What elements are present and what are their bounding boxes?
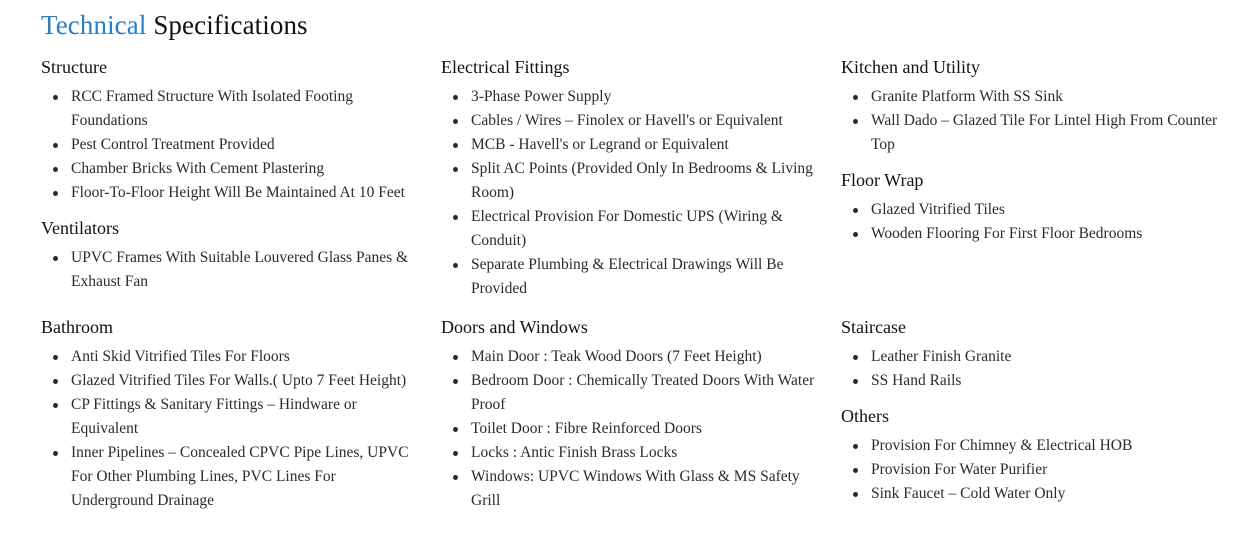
page-title-accent: Technical (41, 10, 147, 40)
list-item-text: Windows: UPVC Windows With Glass & MS Safety Grill (471, 468, 800, 509)
list-item (441, 369, 821, 417)
list-item (441, 441, 821, 465)
bullet-icon (453, 215, 458, 220)
list-item-text: Chamber Bricks With Cement Plastering (71, 160, 325, 177)
section-heading-doors-windows: Doors and Windows (441, 317, 588, 337)
list-item-text: Pest Control Treatment Provided (71, 136, 275, 153)
bullet-icon (53, 167, 58, 172)
bullet-icon (53, 355, 58, 360)
section-heading-ventilators: Ventilators (41, 218, 119, 238)
list-item-text: UPVC Frames With Suitable Louvered Glass Panes & Exhaust Fan (71, 249, 409, 290)
list-item (841, 458, 1221, 482)
list-item (441, 345, 821, 369)
section-heading-staircase: Staircase (841, 317, 906, 337)
section-structure (41, 54, 426, 205)
bullet-icon (453, 263, 458, 268)
list-item (41, 393, 421, 441)
bullet-icon (453, 143, 458, 148)
list-item (841, 434, 1221, 458)
bullet-icon (453, 95, 458, 100)
section-heading-floor-wrap: Floor Wrap (841, 170, 924, 190)
bullet-icon (853, 95, 858, 100)
column-right-bottom (841, 314, 1226, 516)
section-heading-structure: Structure (41, 57, 107, 77)
section-bathroom (41, 314, 426, 513)
list-item-text: Toilet Door : Fibre Reinforced Doors (471, 420, 702, 437)
column-left-top (41, 54, 426, 304)
list-item-text: Granite Platform With SS Sink (871, 88, 1063, 105)
page-title-rest: Specifications (153, 10, 308, 40)
list-item-text: Inner Pipelines – Concealed CPVC Pipe Lines, UPVC For Other Plumbing Lines, PVC Lines For Underground Drainage (71, 444, 409, 509)
section-heading-kitchen-utility: Kitchen and Utility (841, 57, 980, 77)
list-electrical-fittings (441, 85, 826, 301)
section-heading-bathroom: Bathroom (41, 317, 113, 337)
list-item (41, 181, 421, 205)
bullet-icon (453, 355, 458, 360)
list-structure (41, 85, 426, 205)
list-item-text: Separate Plumbing & Electrical Drawings Will Be Provided (471, 256, 784, 297)
list-item-text: Provision For Water Purifier (871, 461, 1048, 478)
list-bathroom (41, 345, 426, 513)
list-item (441, 157, 821, 205)
list-item (841, 345, 1221, 369)
list-item-text: Cables / Wires – Finolex or Havell's or Equivalent (471, 112, 783, 129)
list-item (41, 369, 421, 393)
list-ventilators (41, 246, 426, 294)
bullet-icon (453, 427, 458, 432)
list-item (41, 157, 421, 181)
list-floor-wrap (841, 198, 1226, 246)
list-item (41, 246, 421, 294)
list-item-text: Provision For Chimney & Electrical HOB (871, 437, 1133, 454)
bullet-icon (53, 379, 58, 384)
list-item-text: Locks : Antic Finish Brass Locks (471, 444, 678, 461)
bullet-icon (853, 355, 858, 360)
bullet-icon (53, 256, 58, 261)
list-item-text: Electrical Provision For Domestic UPS (Wiring & Conduit) (471, 208, 783, 249)
list-item (841, 222, 1221, 246)
bullet-icon (53, 143, 58, 148)
list-kitchen-utility (841, 85, 1226, 157)
bullet-icon (853, 444, 858, 449)
list-item (41, 133, 421, 157)
column-right-top (841, 54, 1226, 256)
bullet-icon (453, 475, 458, 480)
bullet-icon (53, 451, 58, 456)
section-others (841, 403, 1226, 506)
bullet-icon (853, 208, 858, 213)
list-item (441, 417, 821, 441)
bullet-icon (453, 379, 458, 384)
bullet-icon (853, 119, 858, 124)
list-item-text: Sink Faucet – Cold Water Only (871, 485, 1066, 502)
list-item (41, 345, 421, 369)
bullet-icon (53, 191, 58, 196)
section-floor-wrap (841, 167, 1226, 246)
list-item (441, 253, 821, 301)
section-ventilators (41, 215, 426, 294)
bullet-icon (853, 468, 858, 473)
list-item-text: Glazed Vitrified Tiles For Walls.( Upto 7 Feet Height) (71, 372, 407, 389)
list-item (441, 85, 821, 109)
list-item-text: 3-Phase Power Supply (471, 88, 612, 105)
bullet-icon (853, 232, 858, 237)
list-item (41, 441, 421, 513)
list-item (441, 465, 821, 513)
list-item-text: Wall Dado – Glazed Tile For Lintel High From Counter Top (871, 112, 1218, 153)
section-doors-windows (441, 314, 826, 513)
bullet-icon (53, 95, 58, 100)
list-item-text: RCC Framed Structure With Isolated Footing Foundations (71, 88, 353, 129)
list-item (841, 198, 1221, 222)
bullet-icon (853, 379, 858, 384)
list-item (441, 205, 821, 253)
section-staircase (841, 314, 1226, 393)
bullet-icon (453, 451, 458, 456)
bullet-icon (53, 403, 58, 408)
list-item (441, 133, 821, 157)
page-title (41, 8, 308, 42)
list-item-text: Floor-To-Floor Height Will Be Maintained At 10 Feet (71, 184, 405, 201)
section-heading-others: Others (841, 406, 889, 426)
column-middle-top (441, 54, 826, 311)
bullet-icon (453, 119, 458, 124)
section-electrical-fittings (441, 54, 826, 301)
list-item-text: MCB - Havell's or Legrand or Equivalent (471, 136, 729, 153)
list-item (841, 369, 1221, 393)
list-item (41, 85, 421, 133)
list-item-text: Anti Skid Vitrified Tiles For Floors (71, 348, 290, 365)
list-doors-windows (441, 345, 826, 513)
list-item-text: Wooden Flooring For First Floor Bedrooms (871, 225, 1143, 242)
section-kitchen-utility (841, 54, 1226, 157)
column-middle-bottom (441, 314, 826, 523)
bullet-icon (453, 167, 458, 172)
list-item (841, 109, 1221, 157)
bullet-icon (853, 492, 858, 497)
list-others (841, 434, 1226, 506)
list-item-text: Glazed Vitrified Tiles (871, 201, 1005, 218)
list-staircase (841, 345, 1226, 393)
list-item-text: CP Fittings & Sanitary Fittings – Hindware or Equivalent (71, 396, 357, 437)
list-item-text: Leather Finish Granite (871, 348, 1012, 365)
list-item (841, 482, 1221, 506)
list-item (441, 109, 821, 133)
list-item-text: Bedroom Door : Chemically Treated Doors With Water Proof (471, 372, 815, 413)
list-item-text: Split AC Points (Provided Only In Bedrooms & Living Room) (471, 160, 813, 201)
list-item-text: SS Hand Rails (871, 372, 962, 389)
section-heading-electrical-fittings: Electrical Fittings (441, 57, 570, 77)
list-item (841, 85, 1221, 109)
list-item-text: Main Door : Teak Wood Doors (7 Feet Height) (471, 348, 762, 365)
column-left-bottom (41, 314, 426, 523)
